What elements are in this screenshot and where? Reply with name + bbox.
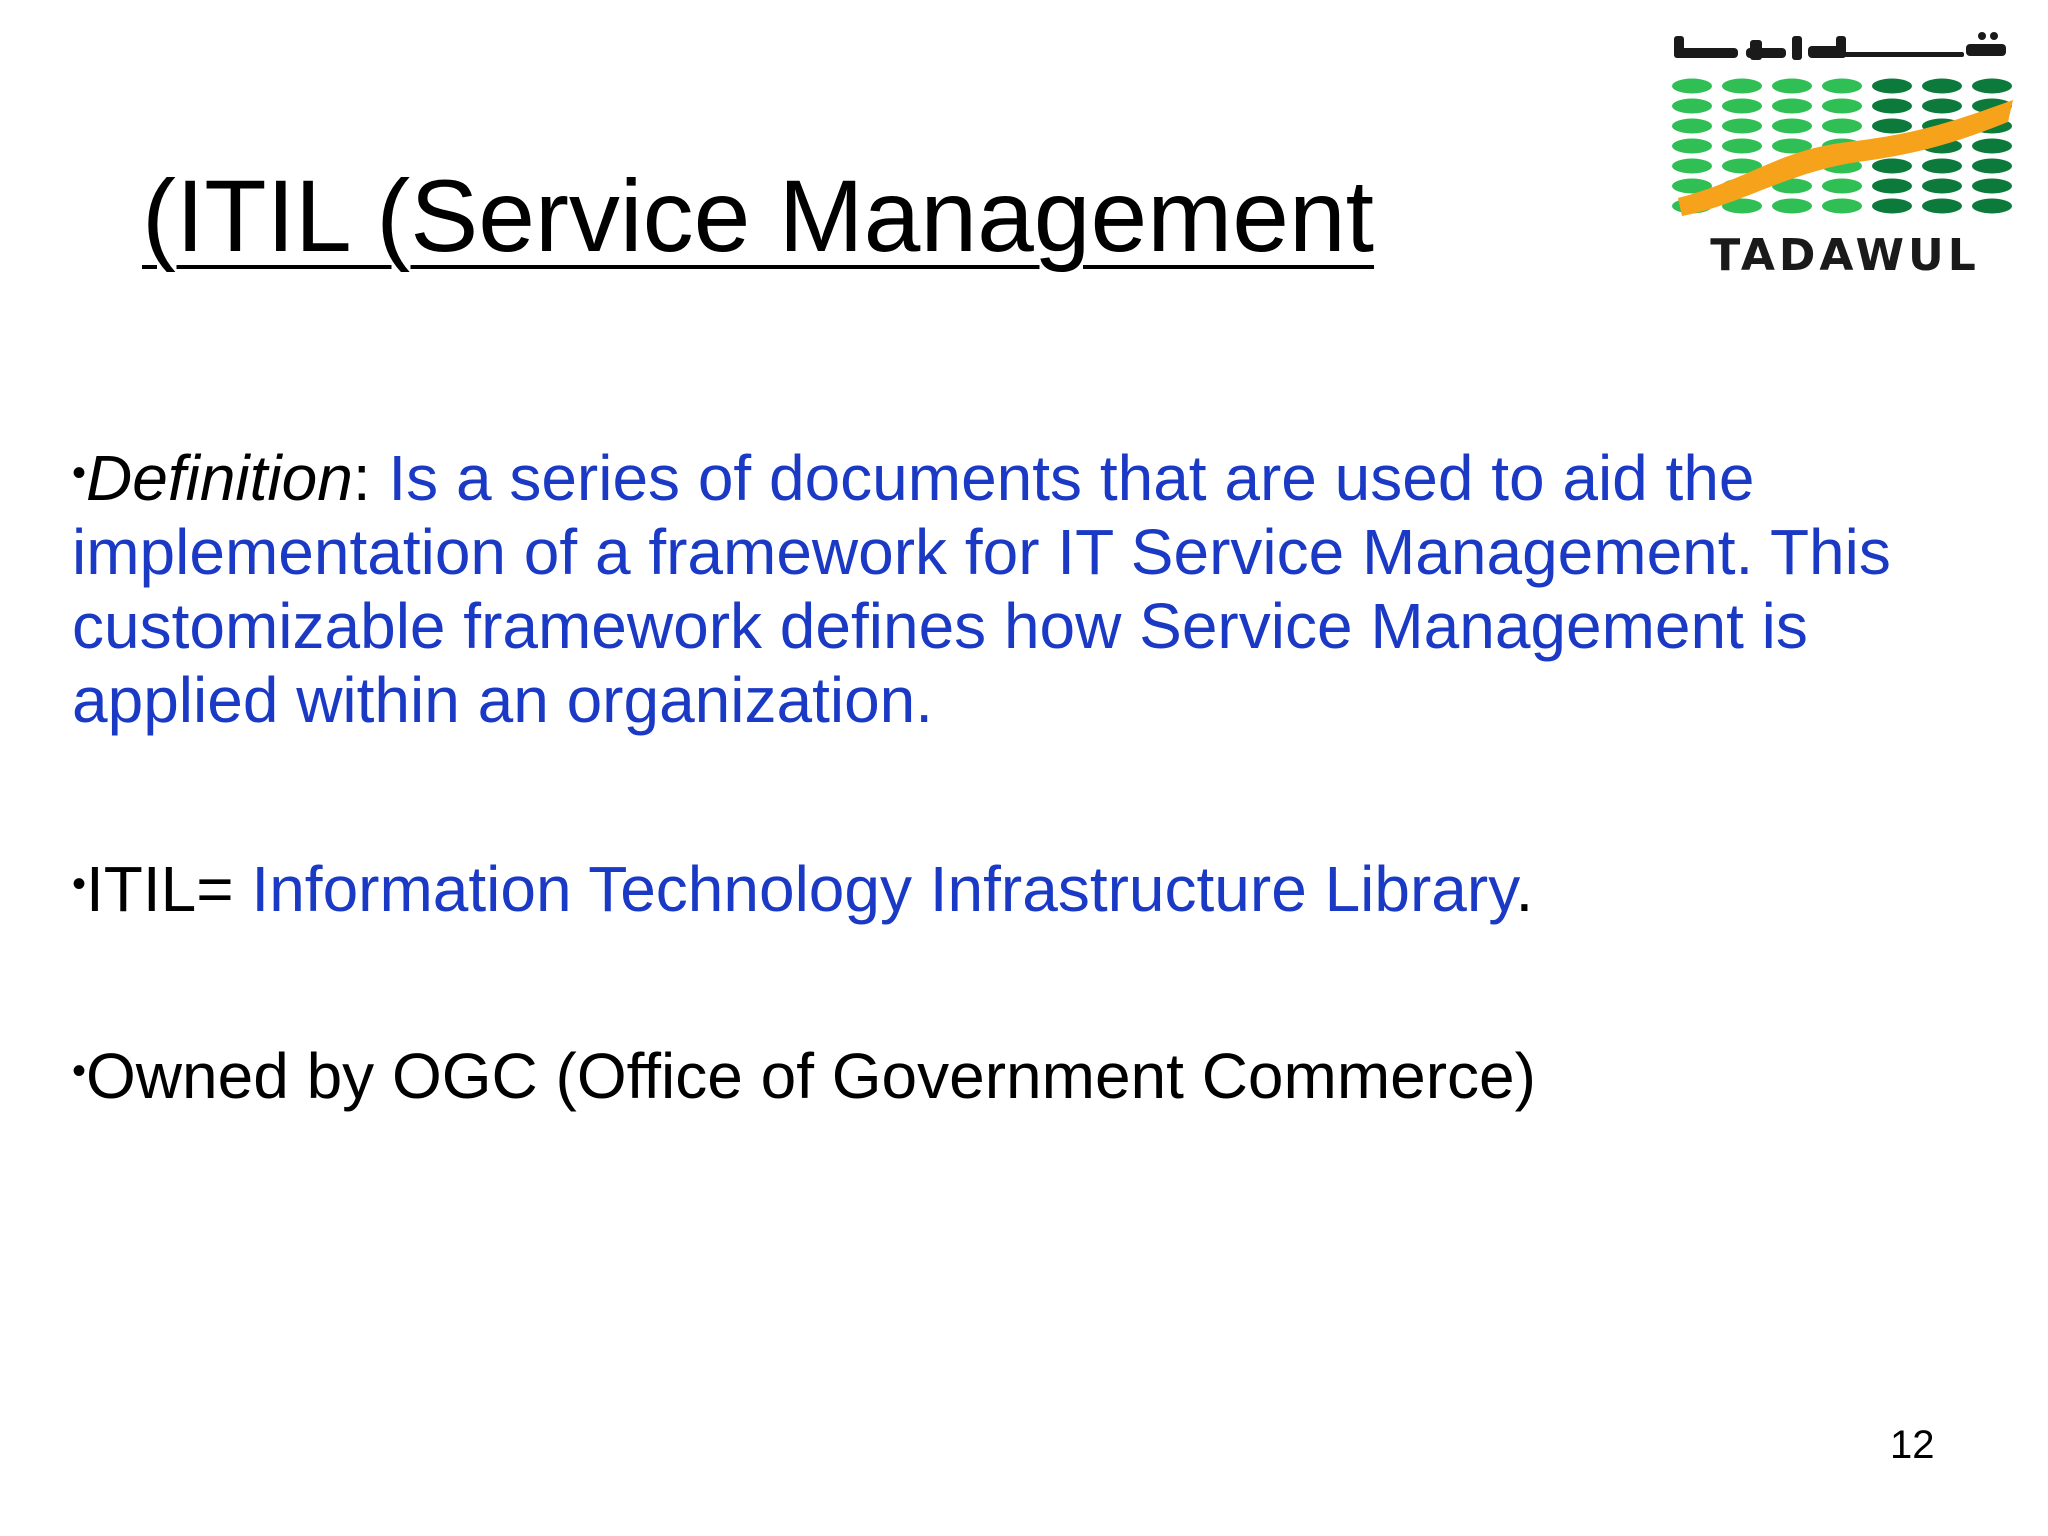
bullet-dot-icon: • [72, 451, 87, 495]
bullet-dot-icon: • [72, 1049, 87, 1093]
logo-dot [1822, 119, 1862, 134]
logo-dot [1972, 159, 2012, 174]
logo-dot [1822, 199, 1862, 214]
logo-dot [1822, 79, 1862, 94]
slide-title: (ITIL (Service Management [142, 159, 1375, 273]
logo-dot [1722, 99, 1762, 114]
definition-separator: : [352, 442, 371, 514]
itil-lead: ITIL= [86, 853, 234, 925]
logo-wordmark: TADAWUL [1710, 230, 1980, 280]
logo-arabic-script [1674, 32, 2006, 60]
logo-dot [1872, 99, 1912, 114]
logo-dot [1922, 199, 1962, 214]
logo-dot [1722, 119, 1762, 134]
logo-dot [1822, 99, 1862, 114]
logo-dot [1772, 79, 1812, 94]
logo-dot [1672, 99, 1712, 114]
logo-dot [1872, 159, 1912, 174]
page-number: 12 [1890, 1423, 1935, 1467]
logo-dot [1972, 179, 2012, 194]
logo-dot [1772, 119, 1812, 134]
logo-dot [1722, 139, 1762, 154]
tadawul-logo [1668, 30, 2022, 280]
logo-dot [1672, 139, 1712, 154]
itil-tail: . [1515, 853, 1534, 925]
logo-dot [1672, 79, 1712, 94]
logo-dot [1922, 99, 1962, 114]
logo-dot [1772, 199, 1812, 214]
logo-dot [1872, 79, 1912, 94]
bullet-list [72, 436, 1952, 1113]
logo-dot [1872, 119, 1912, 134]
logo-dot [1722, 79, 1762, 94]
logo-dot [1672, 119, 1712, 134]
bullet-itil [72, 847, 1952, 926]
bullet-dot-icon: • [72, 862, 87, 906]
logo-dot [1822, 179, 1862, 194]
itil-expansion: Information Technology Infrastructure Library [233, 853, 1516, 925]
logo-dot [1972, 199, 2012, 214]
logo-dot [1872, 199, 1912, 214]
logo-swoosh [1678, 100, 2013, 216]
bullet-definition [72, 436, 1952, 737]
logo-dot [1922, 179, 1962, 194]
definition-body: Is a series of documents that are used to aid the implementation of a framework for IT Service Management. This customizable framework defines how Service Management is applied within an organization. [72, 442, 1891, 736]
logo-dot [1772, 99, 1812, 114]
tadawul-dots-logo-icon [1668, 30, 2022, 280]
logo-dot [1922, 79, 1962, 94]
logo-dot [1872, 179, 1912, 194]
definition-lead: Definition [86, 442, 353, 514]
logo-dot [1972, 139, 2012, 154]
logo-dot [1972, 79, 2012, 94]
logo-dot [1922, 159, 1962, 174]
logo-dot [1672, 159, 1712, 174]
bullet-owner [72, 1034, 1952, 1113]
owner-text: Owned by OGC (Office of Government Commerce) [86, 1040, 1536, 1112]
